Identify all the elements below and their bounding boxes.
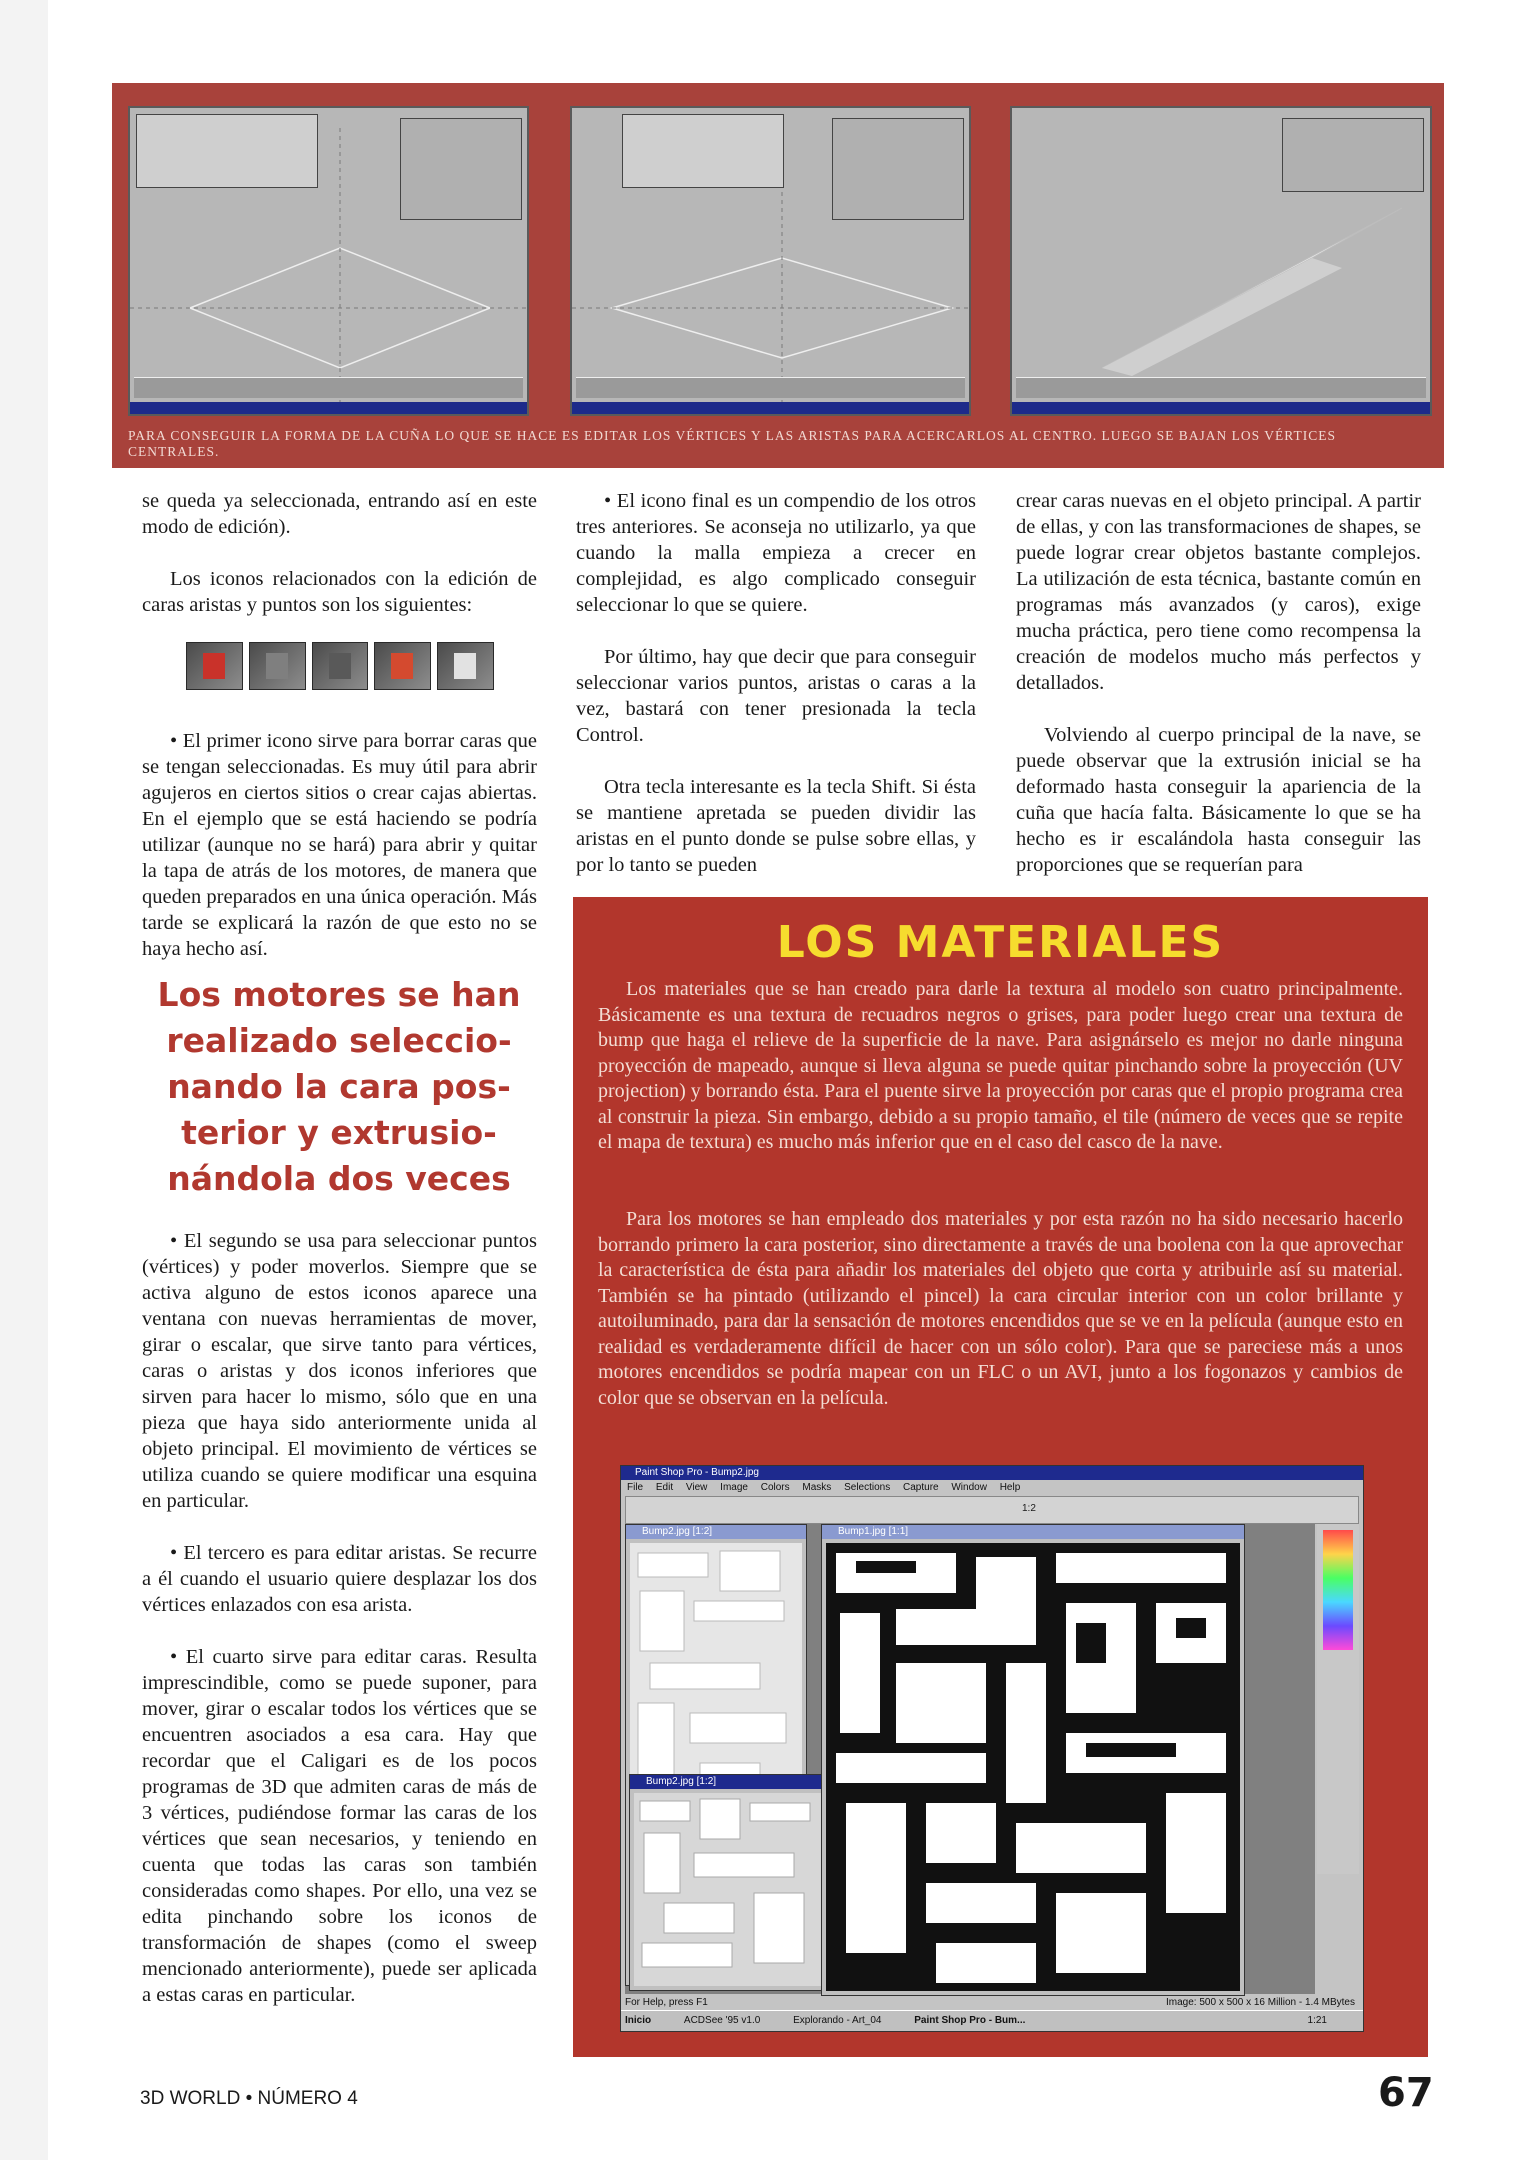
paragraph: • El cuarto sirve para editar caras. Resulta imprescindible, como se puede suponer, para mover, girar o escalar todos los vértices que se encuentren asociados a esa cara. Hay que recordar que el Caligari es de los pocos programas de 3D que admiten caras de más de 3 vértices, pudiéndose formar las caras de los vértices que sean necesarios, y teniendo en cuenta que todas las caras son también consideradas como shapes. Por ello, una vez se edita pinchando sobre los iconos de transformación de shapes (como el sweep mencionado anteriormente), puede ser aplicada a estas caras en particular.: [142, 1646, 537, 2006]
paragraph: Volviendo al cuerpo principal de la nave, se puede observar que la extrusión inicial se ha deformado hasta conseguir la apariencia de la cuña que hacía falta. Básicamente lo que se ha hecho es ir escalándola hasta conseguir las proporciones que se requerían para: [1016, 724, 1421, 876]
window-title: Bump2.jpg [1:2]: [626, 1525, 806, 1539]
preview-panel-1: [400, 118, 522, 220]
paragraph: Los materiales que se han creado para darle la textura al modelo son cuatro principalmente. Básicamente es una textura de recuadros negros o grises, para poder luego crear una textura de bump que haga el relieve de la superficie de la nave. Para asignárselo es mejor no darle ninguna proyección de mapeado, aunque si lleva alguna se puede quitar pinchando sobre la proyección (UV projection) y borrando ésta. Para el puente sirve la proyección por caras que el propio programa crea al construir la pieza. Sin embargo, debido a su propio tamaño, el tile (número de veces que se repite el mapa de textura) es mucho más inferior que en el caso del casco de la nave.: [598, 978, 1403, 1153]
select-face-icon: [374, 642, 431, 690]
taskbar-item: Paint Shop Pro - Bum...: [914, 2015, 1026, 2026]
paragraph: Para los motores se han empleado dos materiales y por esta razón no ha sido necesario hacerlo borrando primero la cara posterior, sino directamente a través de una boolena con la que aprovechar la característica de ésta para añadir los materiales del objeto que corta y atribuirle así su material. También se ha pintado (utilizando el pincel) la cara circular interior con un color brillante y autoiluminado, para dar la sensación de motores encendidos que se ve en la película (aunque esto en realidad es verdaderamente difícil de hacer con un sólo color). Para que se pareciese más a unos motores encendidos se podría mapear con un FLC o un AVI, junto a los fogonazos y cambios de color que se observan en la película.: [598, 1208, 1403, 1409]
taskbar-3: [1012, 402, 1430, 414]
gray-bump-thumbnail: [634, 1793, 826, 1986]
page-number: 67: [1378, 2070, 1434, 2116]
psp-title-bar: Paint Shop Pro - Bump2.jpg: [621, 1466, 1363, 1480]
preview-panel-2: [832, 118, 964, 220]
select-all-icon: [437, 642, 494, 690]
paragraph: • El segundo se usa para seleccionar puntos (vértices) y poder moverlos. Siempre que se activa alguno de estos iconos aparece una ventana con nuevas herramientas de mover, girar o escalar, que sirve tanto para vértices, caras o aristas y dos iconos inferiores que sirven para hacer lo mismo, sólo que en una pieza que haya sido anteriormente unida al objeto principal. El movimiento de vértices se utiliza cuando se quiere modificar una esquina en particular.: [142, 1230, 537, 1512]
paragraph: • El icono final es un compendio de los otros tres anteriores. Se aconseja no utilizarlo, ya que cuando la malla empieza a crecer en complejidad, es algo complicado conseguir seleccionar lo que se quiere.: [576, 490, 976, 616]
column-1: [142, 488, 537, 988]
psp-status-left: For Help, press F1: [625, 1997, 708, 2008]
toolbar-3: [1016, 377, 1426, 398]
taskbar-item: Explorando - Art_04: [793, 2015, 882, 2026]
box-paragraph-2: [598, 1207, 1403, 1411]
paragraph: Otra tecla interesante es la tecla Shift. Si ésta se mantiene apretada se pueden dividir las aristas en el punto donde se pulse sobre ellas, y por lo tanto se pueden: [576, 776, 976, 876]
psp-menu-bar: File Edit View Image Colors Masks Selections Capture Window Help: [627, 1482, 1021, 1493]
select-edge-icon: [312, 642, 369, 690]
toolbar-1: [134, 377, 523, 398]
psp-status-right: Image: 500 x 500 x 16 Million - 1.4 MBytes: [1166, 1997, 1355, 2008]
toolbar-2: [576, 377, 965, 398]
taskbar-2: [572, 402, 969, 414]
black-white-bump-texture: [826, 1543, 1240, 1991]
taskbar-clock: 1:21: [1307, 2015, 1327, 2026]
bump2-window-front: [629, 1774, 831, 1991]
windows-taskbar: [621, 2010, 1363, 2031]
page-edge: [0, 0, 48, 2160]
object-info-panel-1: [136, 114, 318, 188]
column-1-lower: [142, 1228, 537, 2034]
psp-toolbar: [625, 1496, 1359, 1524]
paragraph: Por último, hay que decir que para conseguir seleccionar varios puntos, aristas o caras a la vez, bastará con tener presionada la tecla Control.: [576, 646, 976, 746]
screenshot-3: [1010, 106, 1432, 416]
bump1-window: [821, 1524, 1245, 1996]
select-vertex-icon: [249, 642, 306, 690]
color-palette: [1317, 1524, 1359, 1874]
paragraph: se queda ya seleccionada, entrando así en este modo de edición).: [142, 490, 537, 538]
column-2: [576, 488, 976, 904]
box-title: LOS MATERIALES: [776, 917, 1225, 968]
top-caption: PARA CONSEGUIR LA FORMA DE LA CUÑA LO QUE SE HACE ES EDITAR LOS VÉRTICES Y LAS ARISTAS PARA ACERCARLOS AL CENTRO. LUEGO SE BAJAN LOS VÉRTICES CENTRALES.: [128, 428, 1336, 459]
taskbar-item: ACDSee '95 v1.0: [683, 2015, 761, 2026]
pull-quote: Los motores se han realizado seleccio-nando la cara pos-terior y extrusio-nándola dos veces: [157, 975, 521, 1198]
delete-face-icon: [186, 642, 243, 690]
start-button: Inicio: [625, 2015, 652, 2026]
column-3: [1016, 488, 1421, 904]
paragraph: Los iconos relacionados con la edición de caras aristas y puntos son los siguientes:: [142, 568, 537, 616]
edit-icons-strip: [186, 642, 494, 690]
window-title: Bump2.jpg [1:2]: [630, 1775, 830, 1789]
window-title: Bump1.jpg [1:1]: [822, 1525, 1244, 1539]
paragraph: • El tercero es para editar aristas. Se recurre a él cuando el usuario quiere desplazar los dos vértices enlazados con esa arista.: [142, 1542, 537, 1616]
box-paragraph-1: [598, 977, 1403, 1156]
paint-shop-pro-window: [620, 1465, 1364, 2032]
object-info-panel-2: [622, 114, 784, 188]
footer-magazine: 3D WORLD • NÚMERO 4: [140, 2088, 358, 2109]
taskbar-1: [130, 402, 527, 414]
paragraph: • El primer icono sirve para borrar caras que se tengan seleccionadas. Es muy útil para abrir agujeros en ciertos sitios o crear cajas abiertas. En el ejemplo que se está haciendo se podría utilizar (aunque no se hará) para abrir y quitar la tapa de atrás de los motores, de manera que queden preparados en una única operación. Más tarde se explicará la razón de que esto no se haya hecho así.: [142, 730, 537, 960]
screenshot-2: [570, 106, 971, 416]
zoom-level: 1:2: [1022, 1503, 1036, 1514]
screenshot-1: [128, 106, 529, 416]
psp-workspace: [625, 1524, 1315, 1994]
paragraph: crear caras nuevas en el objeto principal. A partir de ellas, y con las transformaciones de shapes, se puede lograr crear objetos bastante complejos. La utilización de esta técnica, bastante común en programas más avanzados (y caros), exige mucha práctica, pero tiene como recompensa la creación de modelos mucho más perfectos y detallados.: [1016, 490, 1421, 694]
preview-panel-3: [1282, 118, 1424, 192]
